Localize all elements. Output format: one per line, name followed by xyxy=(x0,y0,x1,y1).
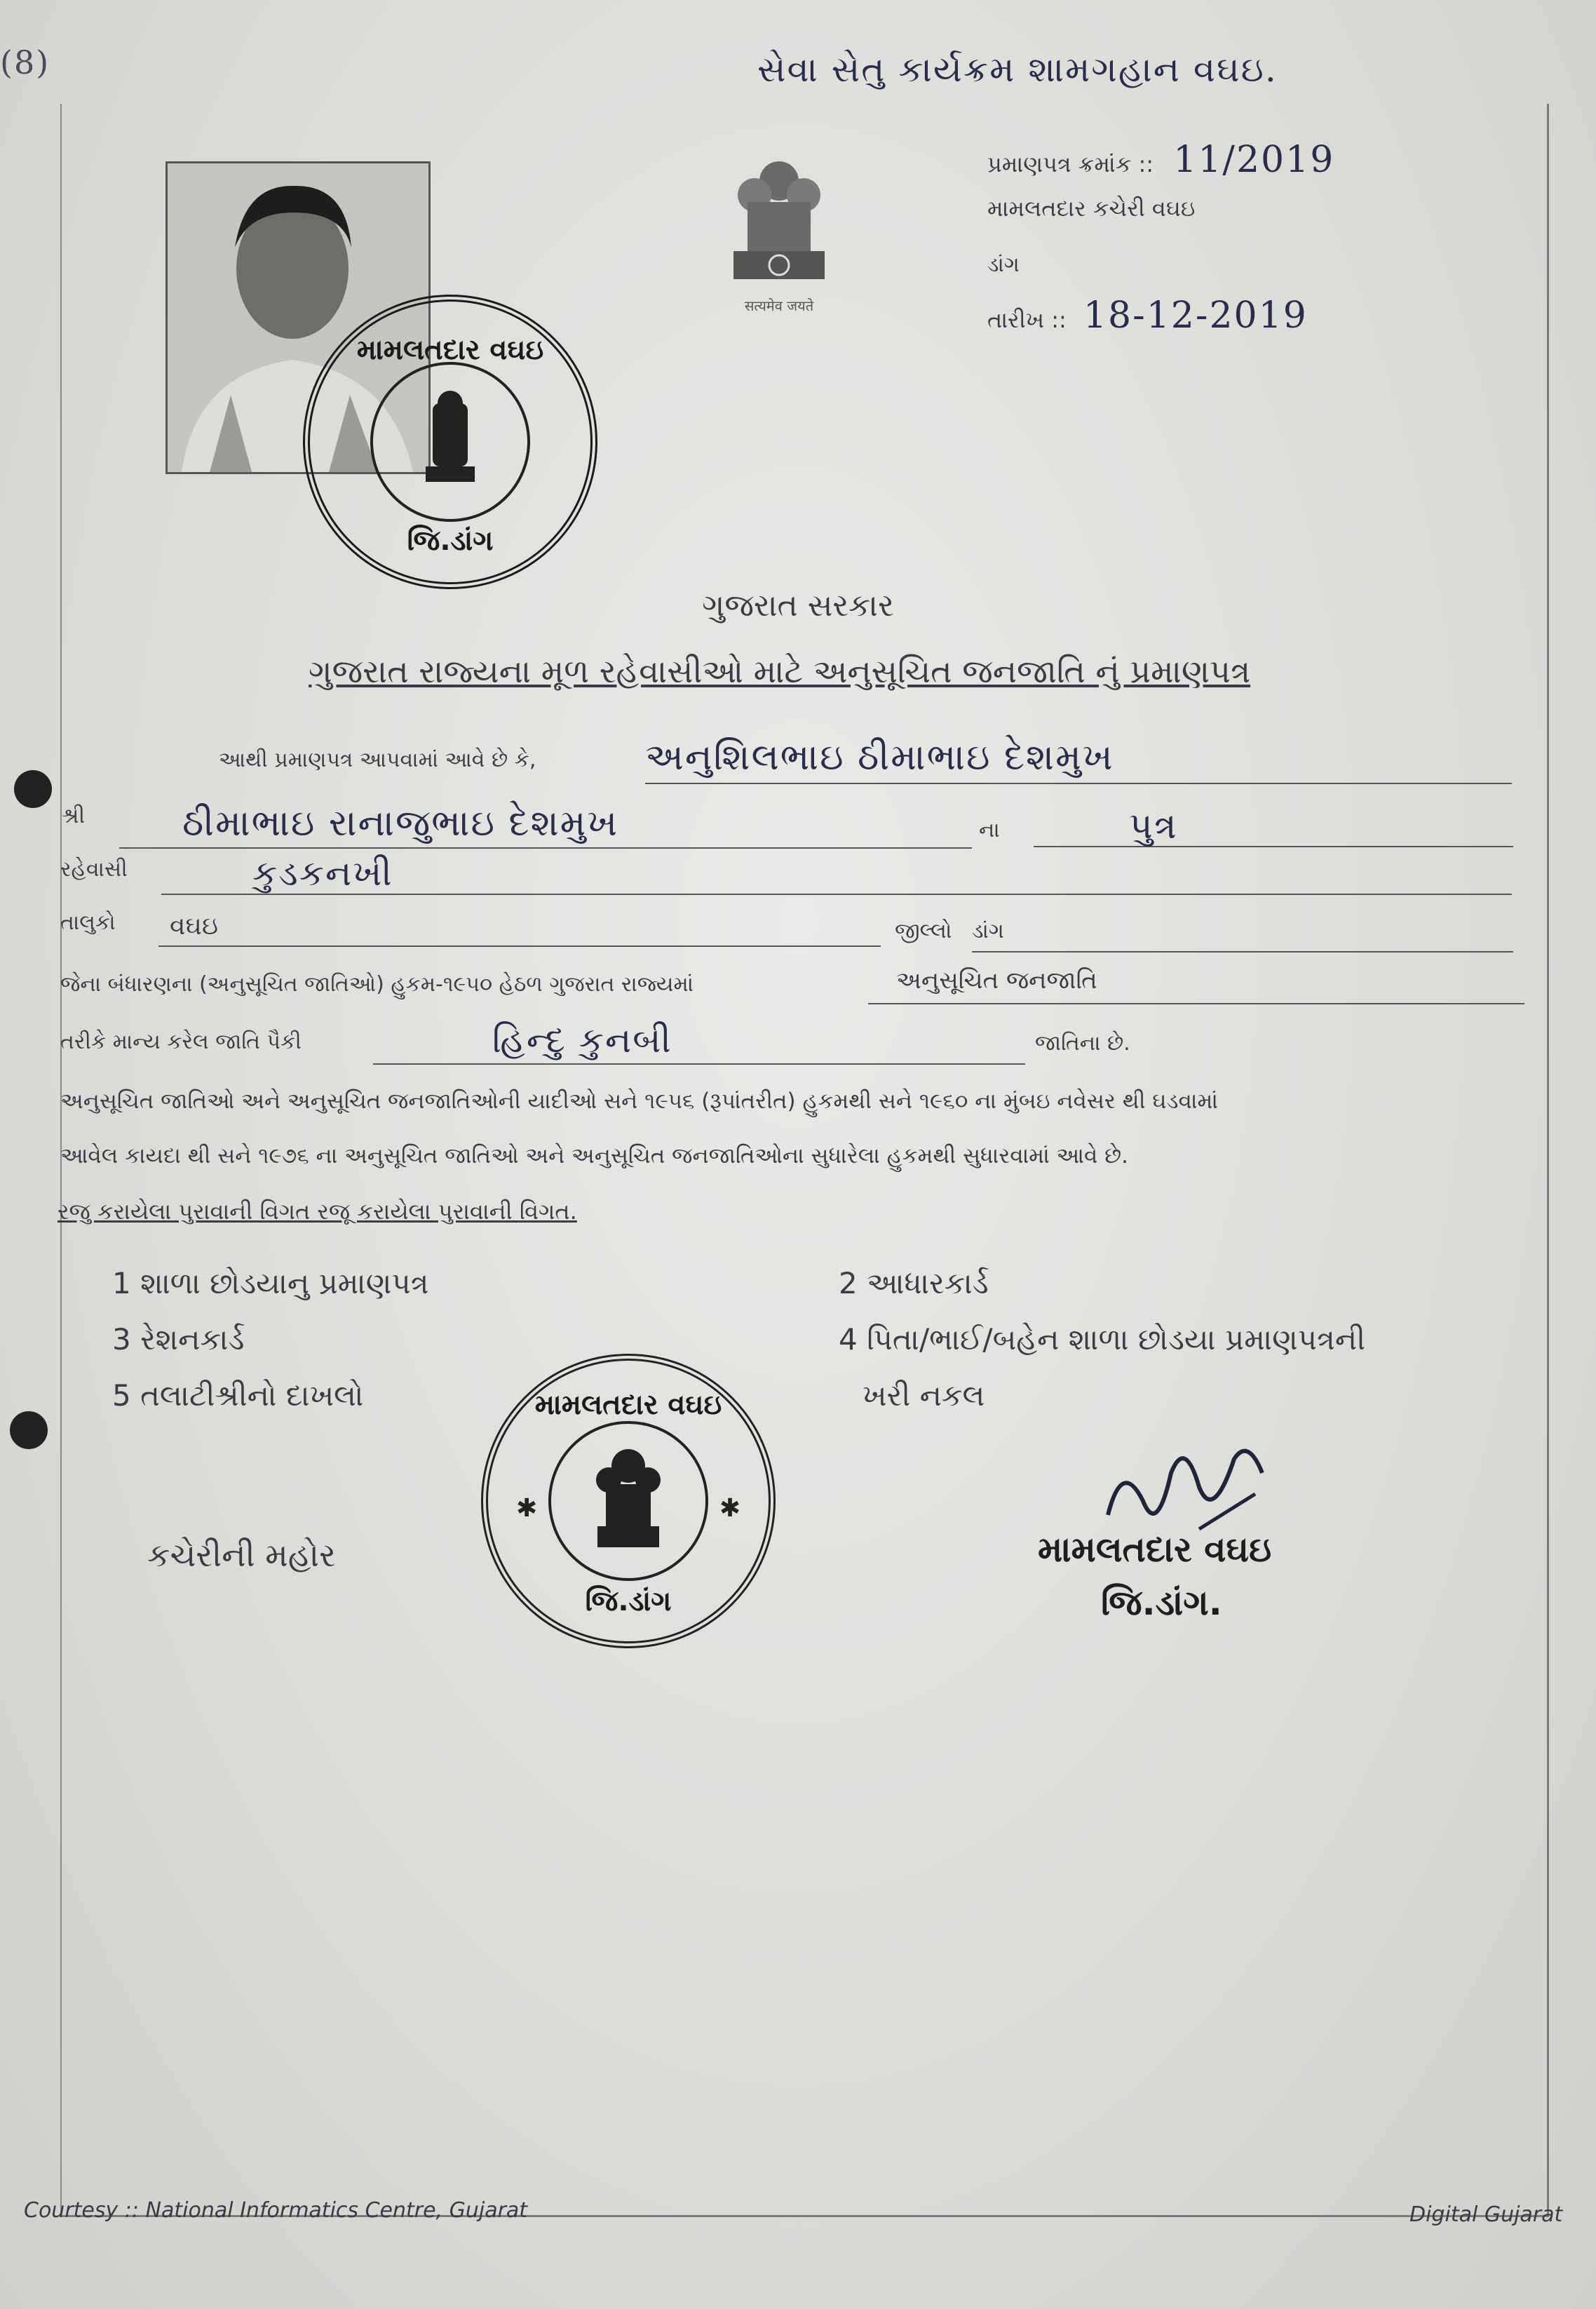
punch-hole-bottom xyxy=(10,1411,48,1449)
evidence-item: 4 પિતા/ભાઈ/બહેન શાળા છોડયા પ્રમાણપત્રની xyxy=(839,1322,1366,1357)
footer-courtesy: Courtesy :: National Informatics Centre, Gujarat xyxy=(24,2198,528,2223)
taluka-label: તાલુકો xyxy=(60,910,116,935)
office-stamp xyxy=(481,1354,776,1648)
relation: પુત્ર xyxy=(1034,805,1513,847)
star-icon: ✱ xyxy=(516,1494,538,1523)
evidence-item: 1 શાળા છોડયાનુ પ્રમાણપત્ર xyxy=(112,1266,429,1300)
issue-date-value: 18-12-2019 xyxy=(1083,295,1308,337)
photo-stamp xyxy=(303,295,597,589)
evidence-item: 5 તલાટીશ્રીનો દાખલો xyxy=(112,1378,364,1413)
certificate-heading: ગુજરાત રાજ્યના મૂળ રહેવાસીઓ માટે અનુસૂચિત જનજાતિ નું પ્રમાણપત્ર xyxy=(309,652,1251,690)
cert-number-value: 11/2019 xyxy=(1173,139,1335,181)
photo-stamp-top-text: મામલતદાર વઘઇ xyxy=(356,334,544,366)
top-handwritten-note: સેવા સેતુ કાર્યક્રમ શામગહાન વઘઇ. xyxy=(757,49,1278,90)
signatory-district: જિ.ડાંગ. xyxy=(1101,1582,1222,1623)
na-label: ના xyxy=(979,818,1000,842)
evidence-item: 3 રેશનકાર્ડ xyxy=(112,1322,245,1357)
father-name: ઠીમાભાઇ રાનાજુભાઇ દેશમુખ xyxy=(119,802,972,849)
cert-number-row xyxy=(987,139,1334,181)
star-icon: ✱ xyxy=(719,1494,740,1523)
caste-value: હિન્દુ કુનબી xyxy=(373,1020,1025,1065)
evidence-heading: રજુ કરાયેલા પુરાવાની વિગત રજૂ કરાયેલા પુરાવાની વિગત. xyxy=(58,1198,577,1225)
caste-suffix: જાતિના છે. xyxy=(1035,1031,1130,1056)
ashoka-emblem-icon xyxy=(419,389,482,494)
margin-mark: (8) xyxy=(0,43,50,81)
district-label: જીલ્લો xyxy=(895,919,952,943)
signatory-title: મામલતદાર વઘઇ xyxy=(1038,1529,1272,1570)
evidence-left-list xyxy=(112,1256,428,1424)
shri-label: શ્રી xyxy=(62,804,86,828)
evidence-item: ખરી નકલ xyxy=(863,1378,985,1413)
issue-date-label: તારીખ :: xyxy=(987,307,1067,333)
taluka-value: વઘઇ xyxy=(158,912,881,947)
emblem-caption: सत्यमेव जयते xyxy=(744,297,814,314)
ashoka-emblem-icon xyxy=(593,1445,663,1557)
punch-hole-top xyxy=(14,770,52,808)
national-emblem xyxy=(712,153,846,328)
issue-date-row xyxy=(987,295,1308,337)
category-value: અનુસૂચિત જનજાતિ xyxy=(868,967,1524,1004)
district-value: ડાંગ xyxy=(972,919,1513,952)
header-district: ડાંગ xyxy=(987,253,1020,277)
certify-label: આથી પ્રમાણપત્ર આપવામાં આવે છે કે, xyxy=(219,748,536,772)
constitution-label: જેના બંધારણના (અનુસૂચિત જાતિઓ) હુકમ-૧૯૫૦ હેઠળ ગુજરાત રાજ્યમાં xyxy=(60,972,694,997)
lion-capital-icon xyxy=(719,153,839,293)
office-stamp-bottom-text: જિ.ડાંગ xyxy=(585,1585,672,1617)
legal-paragraph-1: અનુસૂચિત જાતિઓ અને અનુસૂચિત જનજાતિઓની યાદીઓ સને ૧૯૫૬ (રૂપાંતરીત) હુકમથી સને ૧૯૬૦ ના મુંબઇ નવેસર થી ઘડવામાં xyxy=(60,1089,1218,1114)
legal-paragraph-2: આવેલ કાયદા થી સને ૧૯૭૬ ના અનુસૂચિત જાતિઓ અને અનુસૂચિત જનજાતિઓના સુધારેલા હુકમથી સુધારવામાં આવે છે. xyxy=(60,1143,1128,1169)
issuing-office: મામલતદાર કચેરી વઘઇ xyxy=(987,195,1196,222)
evidence-item: 2 આધારકાર્ડ xyxy=(839,1266,989,1300)
recognized-label: તરીકે માન્ય કરેલ જાતિ પૈકી xyxy=(60,1030,302,1054)
signature xyxy=(1094,1431,1276,1543)
photo-stamp-bottom-text: જિ.ડાંગ xyxy=(407,525,494,557)
office-seal-label: કચેરીની મહોર xyxy=(147,1536,336,1574)
resident-label: રહેવાસી xyxy=(60,857,128,882)
village: કુડકનખી xyxy=(161,853,1512,895)
office-stamp-top-text: મામલતદાર વઘઇ xyxy=(534,1389,722,1421)
applicant-name: અનુશિલભાઇ ઠીમાભાઇ દેશમુખ xyxy=(645,736,1512,784)
government-title: ગુજરાત સરકાર xyxy=(702,588,894,624)
evidence-right-list xyxy=(839,1256,1365,1424)
footer-digital-gujarat: Digital Gujarat xyxy=(1409,2202,1563,2227)
cert-number-label: પ્રમાણપત્ર ક્રમાંક :: xyxy=(987,151,1154,177)
